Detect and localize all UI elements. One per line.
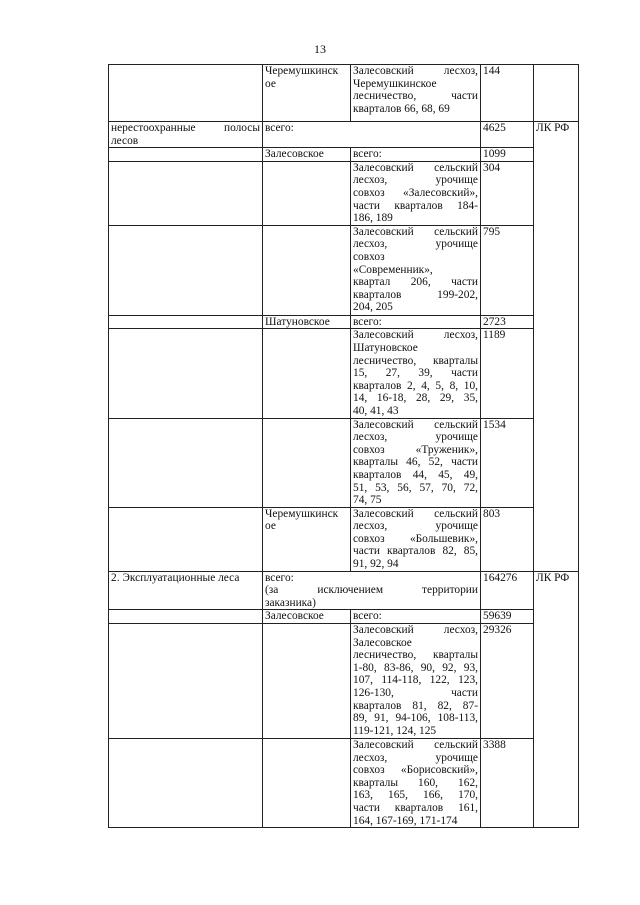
description-line: совхоз — [353, 250, 385, 263]
total-label-line: (за исключением территории — [265, 584, 478, 597]
description-line: 186, 189 — [353, 212, 393, 225]
description-line: 164, 167-169, 171-174 — [353, 814, 458, 827]
category-cell — [109, 315, 263, 329]
table-row — [109, 315, 579, 329]
description-line: 14, 16-18, 28, 29, 35, — [353, 392, 478, 405]
total-label-line: всего: — [265, 571, 294, 584]
description-line: лесничество, кварталы — [353, 354, 478, 367]
description-line: 204, 205 — [353, 301, 393, 314]
description-line: лесничество, части — [353, 90, 478, 103]
table-row — [109, 122, 579, 148]
description-line: Залесовский лесхоз, — [353, 329, 478, 342]
category-cell: 2. Эксплуатационные леса — [109, 571, 263, 610]
category-cell — [109, 148, 263, 162]
district-cell: Залесовское — [263, 610, 351, 624]
description-line: лесхоз, урочище — [353, 520, 478, 533]
area-cell: 1534 — [481, 418, 534, 507]
district-cell — [263, 65, 351, 122]
description-line: части кварталов 184- — [353, 199, 478, 212]
description-line: квартал 206, части — [353, 276, 478, 289]
location-cell — [351, 739, 481, 828]
total-label-cell — [263, 571, 481, 610]
area-cell: 3388 — [481, 739, 534, 828]
location-cell — [351, 624, 481, 739]
district-cell — [263, 418, 351, 507]
description-line: 163, 165, 166, 170, — [353, 789, 478, 802]
description-line: 1-80, 83-86, 90, 92, 93, — [353, 661, 478, 674]
description-line: лесничество, кварталы — [353, 649, 478, 662]
description-line: Залесовский лесхоз, — [353, 65, 478, 77]
description-line: лесхоз, урочище — [353, 431, 478, 444]
description-line: 15, 27, 39, части — [353, 367, 478, 380]
total-label-cell: всего: — [263, 122, 481, 148]
description-line: части кварталов 161, — [353, 802, 478, 815]
area-cell: 795 — [481, 225, 534, 315]
category-cell — [109, 507, 263, 571]
description-line: 74, 75 — [353, 494, 382, 507]
description-line: части кварталов 82, 85, — [353, 545, 478, 558]
category-cell — [109, 329, 263, 418]
district-cell — [263, 329, 351, 418]
table-row — [109, 571, 579, 610]
location-cell — [351, 329, 481, 418]
area-cell: 4625 — [481, 122, 534, 148]
category-cell — [109, 624, 263, 739]
area-cell: 803 — [481, 507, 534, 571]
page-number: 13 — [314, 42, 326, 56]
forest-areas-table — [108, 64, 579, 828]
basis-cell — [534, 65, 579, 122]
category-cell — [109, 225, 263, 315]
basis-cell: ЛК РФ — [534, 122, 579, 572]
district-cell — [263, 624, 351, 739]
table-row — [109, 148, 579, 162]
description-line: Залесовский сельский — [353, 739, 478, 752]
location-cell: всего: — [351, 610, 481, 624]
area-cell: 1099 — [481, 148, 534, 162]
basis-cell: ЛК РФ — [534, 571, 579, 828]
table-row — [109, 739, 579, 828]
area-cell: 304 — [481, 161, 534, 225]
description-line: 126-130, части — [353, 687, 478, 700]
description-line: 107, 114-118, 122, 123, — [353, 674, 478, 687]
description-line: совхоз «Труженик», — [353, 443, 478, 456]
area-cell: 1189 — [481, 329, 534, 418]
description-line: лесхоз, урочище — [353, 238, 478, 251]
area-cell: 164276 — [481, 571, 534, 610]
description-line: Залесовский лесхоз, — [353, 624, 478, 637]
description-line: кварталов 66, 68, 69 — [353, 102, 450, 115]
table-row — [109, 418, 579, 507]
area-cell: 144 — [481, 65, 534, 122]
description-line: совхоз «Борисовский», — [353, 764, 478, 777]
table-row — [109, 329, 579, 418]
description-line: Шатуновское — [353, 341, 418, 354]
district-cell: Черемушкинск ое — [263, 507, 351, 571]
description-line: 51, 53, 56, 57, 70, 72, — [353, 481, 478, 494]
description-line: Залесовский сельский — [353, 225, 478, 238]
category-cell — [109, 161, 263, 225]
location-cell — [351, 418, 481, 507]
description-line: кварталов 44, 45, 49, — [353, 468, 478, 481]
table-row — [109, 65, 579, 122]
total-label-line: заказника) — [265, 596, 316, 609]
location-cell — [351, 507, 481, 571]
district-cell — [263, 225, 351, 315]
description-line: 89, 91, 94-106, 108-113, — [353, 712, 478, 725]
description-line: Залесовское — [353, 636, 412, 649]
area-cell: 29326 — [481, 624, 534, 739]
category-cell — [109, 418, 263, 507]
description-line: лесхоз, урочище — [353, 174, 478, 187]
description-line: совхоз «Большевик», — [353, 532, 478, 545]
table-row — [109, 225, 579, 315]
description-line: 91, 92, 94 — [353, 558, 399, 571]
location-cell — [351, 161, 481, 225]
description-line: кварталов 81, 82, 87- — [353, 699, 478, 712]
table-row — [109, 161, 579, 225]
district-name: Черемушкинск ое — [265, 65, 339, 90]
description-line: Залесовский сельский — [353, 507, 478, 520]
description-line: Залесовский сельский — [353, 161, 478, 174]
description-line: кварталов 2, 4, 5, 8, 10, — [353, 379, 478, 392]
area-cell: 2723 — [481, 315, 534, 329]
district-cell — [263, 161, 351, 225]
district-cell: Шатуновское — [263, 315, 351, 329]
description-line: кварталы 46, 52, части — [353, 456, 478, 469]
table-row — [109, 624, 579, 739]
category-line: нерестоохранные полосы — [111, 122, 260, 134]
location-cell: всего: — [351, 148, 481, 162]
description-line: совхоз «Залесовский», — [353, 186, 478, 199]
description-line: кварталов 199-202, — [353, 288, 478, 301]
area-cell: 59639 — [481, 610, 534, 624]
category-cell — [109, 739, 263, 828]
location-cell — [351, 225, 481, 315]
location-cell: всего: — [351, 315, 481, 329]
description-line: 40, 41, 43 — [353, 404, 399, 417]
description-line: «Современник», — [353, 263, 433, 276]
description-line: Черемушкинское — [353, 77, 437, 90]
category-cell — [109, 122, 263, 148]
table-row — [109, 507, 579, 571]
category-cell — [109, 610, 263, 624]
location-cell — [351, 65, 481, 122]
category-line: лесов — [111, 134, 139, 147]
description-line: 119-121, 124, 125 — [353, 724, 437, 737]
description-line: кварталы 160, 162, — [353, 776, 478, 789]
district-cell — [263, 739, 351, 828]
description-line: лесхоз, урочище — [353, 751, 478, 764]
category-cell — [109, 65, 263, 122]
district-cell: Залесовское — [263, 148, 351, 162]
table-row — [109, 610, 579, 624]
description-line: Залесовский сельский — [353, 418, 478, 431]
